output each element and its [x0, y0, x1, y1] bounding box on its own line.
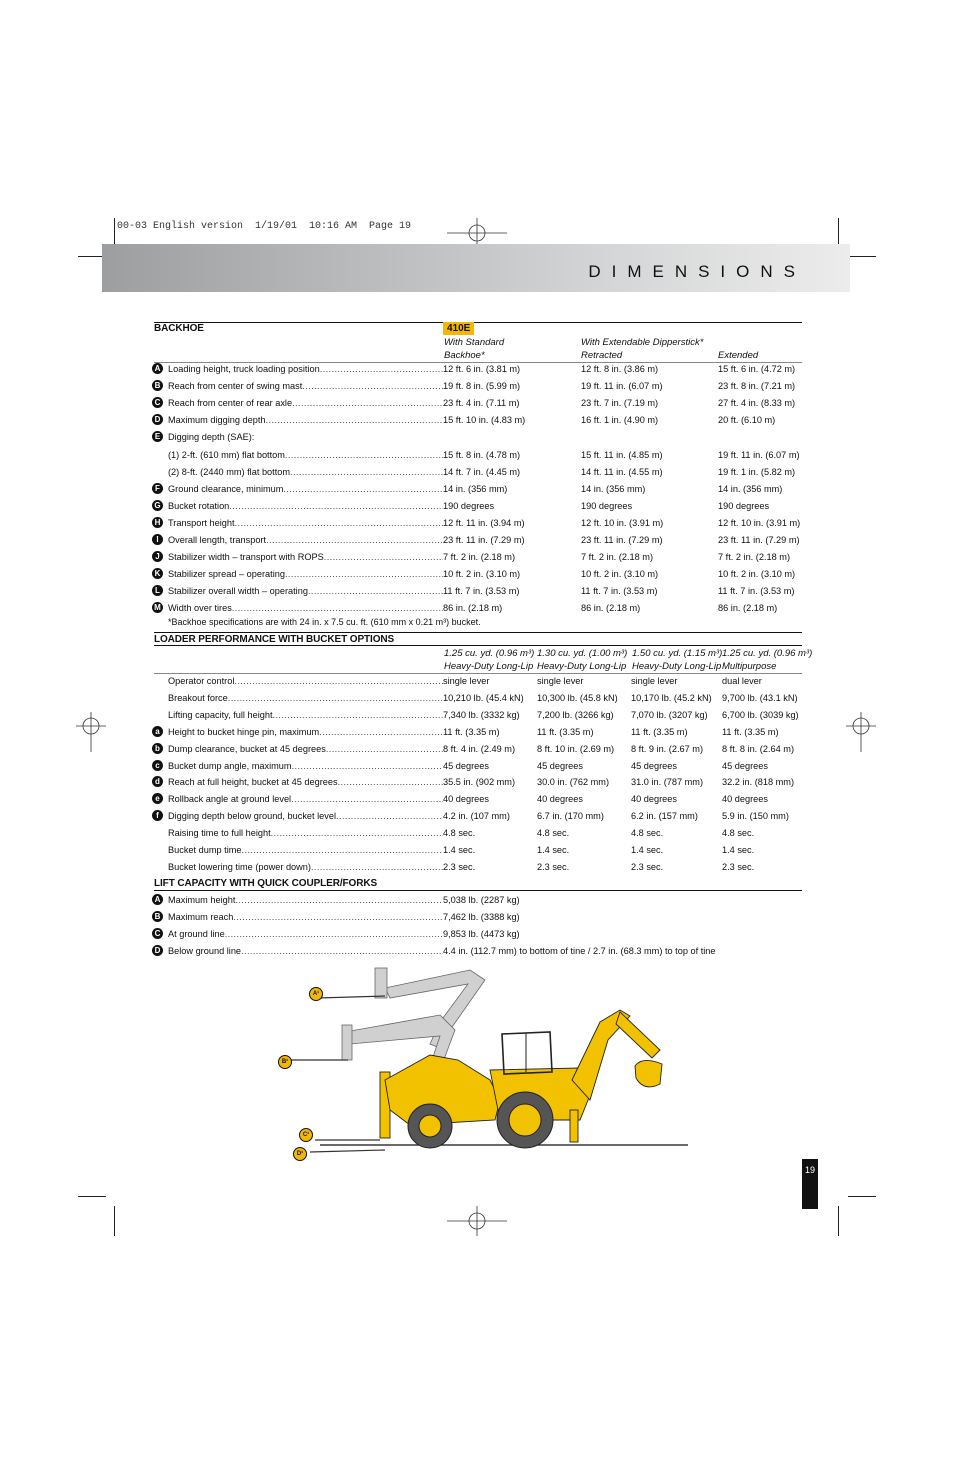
- leader-dots: [336, 811, 443, 821]
- leader-dots: [320, 364, 443, 374]
- table-row: [152, 860, 812, 874]
- loader-col-header: [632, 648, 722, 673]
- row-letter-badge: A: [152, 363, 163, 374]
- leader-dots: [234, 676, 443, 686]
- table-row: [152, 430, 812, 444]
- row-label: [168, 584, 443, 598]
- row-label: [168, 550, 443, 564]
- row-value: 32.2 in. (818 mm): [722, 777, 794, 788]
- header-line: With Standard: [444, 337, 505, 348]
- row-value: 2.3 sec.: [722, 861, 755, 872]
- table-row: [152, 742, 812, 756]
- backhoe-col2-header: [581, 337, 703, 362]
- leader-dots: [225, 929, 443, 939]
- crop-mark: [848, 256, 876, 257]
- row-letter-badge: J: [152, 551, 163, 562]
- header-line: 1.30 cu. yd. (1.00 m³): [537, 648, 628, 659]
- row-letter-badge: K: [152, 568, 163, 579]
- row-letter-badge: B: [152, 380, 163, 391]
- row-label-text: Width over tires: [168, 603, 232, 614]
- row-value: 7 ft. 2 in. (2.18 m): [718, 552, 790, 563]
- leader-dots: [292, 398, 443, 408]
- row-value: 190 degrees: [443, 500, 495, 511]
- row-label: [168, 910, 443, 924]
- backhoe-col1-header: [444, 337, 504, 362]
- table-row: [152, 792, 812, 806]
- row-value: 23 ft. 7 in. (7.19 m): [581, 398, 659, 409]
- loader-col-header: [722, 648, 812, 673]
- row-value: 8 ft. 10 in. (2.69 m): [537, 743, 615, 754]
- header-line: 1.25 cu. yd. (0.96 m³): [722, 648, 813, 659]
- row-value: 1.4 sec.: [443, 845, 476, 855]
- loader-col-header: [444, 648, 534, 673]
- registration-mark-icon: [76, 712, 106, 752]
- leader-dots: [311, 862, 443, 872]
- row-value: 7 ft. 2 in. (2.18 m): [443, 552, 515, 563]
- row-value: 23 ft. 8 in. (7.21 m): [718, 381, 796, 392]
- registration-mark-icon: [447, 1206, 507, 1236]
- header-line: Extended: [718, 350, 759, 361]
- row-label-text: Dump clearance, bucket at 45 degrees: [168, 743, 326, 754]
- row-value: 11 ft. 7 in. (3.53 m): [718, 586, 795, 597]
- row-letter-badge: C: [152, 928, 163, 939]
- loader-col-header: [537, 648, 627, 673]
- header-line: Heavy-Duty Long-Lip: [444, 661, 534, 672]
- table-row: [152, 567, 812, 581]
- row-label: [168, 567, 443, 581]
- row-label: [168, 674, 443, 688]
- row-label-text: Raising time to full height: [168, 828, 271, 839]
- row-value: 45 degrees: [722, 760, 768, 771]
- row-value: 11 ft. (3.35 m): [443, 726, 500, 737]
- section-divider: [154, 890, 802, 891]
- header-underline: [154, 645, 802, 646]
- row-value: 12 ft. 11 in. (3.94 m): [443, 517, 525, 528]
- row-label: [168, 843, 443, 857]
- row-value: 4.8 sec.: [631, 828, 664, 839]
- row-label: [168, 775, 443, 789]
- row-value: 6,700 lb. (3039 kg): [722, 709, 799, 720]
- leader-dots: [324, 552, 443, 562]
- table-row: [152, 775, 812, 789]
- row-label-text: Stabilizer width – transport with ROPS: [168, 552, 324, 563]
- row-value: dual lever: [722, 676, 762, 686]
- row-label: [168, 413, 443, 427]
- row-value: 15 ft. 11 in. (4.85 m): [581, 449, 663, 460]
- leader-dots: [242, 845, 443, 855]
- printer-slug: 00-03 English version 1/19/01 10:16 AM Page 19: [117, 221, 412, 232]
- row-label-text: Bucket dump angle, maximum: [168, 760, 292, 771]
- leader-dots: [338, 777, 443, 787]
- row-label: [168, 691, 443, 705]
- table-row: [152, 584, 812, 598]
- row-value: 12 ft. 6 in. (3.81 m): [443, 364, 521, 374]
- row-value: 2.3 sec.: [537, 861, 570, 872]
- row-label-text: Digging depth below ground, bucket level: [168, 811, 337, 822]
- row-label-text: Reach from center of rear axle: [168, 398, 293, 409]
- row-value: 12 ft. 8 in. (3.86 m): [581, 364, 659, 374]
- row-label-text: Bucket dump time: [168, 845, 242, 855]
- row-letter-badge: I: [152, 534, 163, 545]
- row-label-text: Stabilizer spread – operating: [168, 569, 285, 580]
- row-label-text: Overall length, transport: [168, 535, 267, 545]
- row-value: 9,853 lb. (4473 kg): [443, 929, 520, 939]
- row-label: [168, 725, 443, 739]
- row-letter-badge: d: [152, 776, 163, 787]
- row-value: 4.8 sec.: [443, 828, 476, 839]
- row-letter-badge: a: [152, 726, 163, 737]
- row-letter-badge: M: [152, 602, 163, 613]
- row-label-text: Maximum digging depth: [168, 415, 266, 426]
- row-value: single lever: [631, 676, 678, 686]
- row-value: 35.5 in. (902 mm): [443, 777, 515, 788]
- row-label-text: Stabilizer overall width – operating: [168, 586, 308, 597]
- leader-dots: [290, 467, 443, 477]
- crop-mark: [838, 1206, 839, 1236]
- table-row: [152, 809, 812, 823]
- row-value: 8 ft. 4 in. (2.49 m): [443, 743, 515, 754]
- rear-wheel: [497, 1092, 553, 1148]
- row-value: 190 degrees: [718, 500, 770, 511]
- table-row: [152, 465, 812, 479]
- leader-dots: [235, 895, 443, 905]
- row-value: 10 ft. 2 in. (3.10 m): [443, 569, 521, 580]
- row-label-text: Bucket rotation: [168, 500, 230, 511]
- row-value: 6.7 in. (170 mm): [537, 811, 604, 822]
- row-value: 40 degrees: [631, 794, 677, 805]
- row-label: [168, 742, 443, 756]
- row-label: [168, 809, 443, 823]
- table-row: [152, 944, 812, 958]
- row-label: [168, 362, 443, 376]
- table-row: [152, 448, 812, 462]
- row-label: [168, 465, 443, 479]
- section-divider: [154, 322, 802, 323]
- row-label: [168, 482, 443, 496]
- row-label: [168, 708, 443, 722]
- row-label: [168, 893, 443, 907]
- row-value: 23 ft. 4 in. (7.11 m): [443, 398, 520, 409]
- front-wheel: [408, 1104, 452, 1148]
- row-label-text: Bucket lowering time (power down): [168, 861, 311, 872]
- row-value: 19 ft. 11 in. (6.07 m): [718, 449, 800, 460]
- table-row: [152, 759, 812, 773]
- row-label: [168, 944, 443, 958]
- table-row: [152, 396, 812, 410]
- leader-dots: [235, 518, 443, 528]
- leader-dots: [302, 381, 443, 391]
- row-value: 11 ft. 7 in. (3.53 m): [581, 586, 658, 597]
- leader-dots: [241, 946, 443, 956]
- row-value: 2.3 sec.: [443, 861, 476, 872]
- leader-dots: [283, 484, 443, 494]
- table-row: [152, 601, 812, 615]
- header-line: Backhoe*: [444, 350, 485, 361]
- leader-dots: [285, 569, 443, 579]
- row-label-text: Operator control: [168, 676, 235, 686]
- table-row: [152, 413, 812, 427]
- row-value: 7,200 lb. (3266 kg): [537, 709, 614, 720]
- row-value: 12 ft. 10 in. (3.91 m): [718, 517, 801, 528]
- row-value: 10 ft. 2 in. (3.10 m): [581, 569, 659, 580]
- leader-dots: [232, 603, 443, 613]
- row-label: [168, 759, 443, 773]
- row-label: [168, 601, 443, 615]
- header-line: Heavy-Duty Long-Lip: [537, 661, 627, 672]
- row-label-text: At ground line: [168, 929, 225, 939]
- row-label: [168, 448, 443, 462]
- table-row: [152, 550, 812, 564]
- row-value: 4.4 in. (112.7 mm) to bottom of tine / 2.7 in. (68.3 mm) to top of tine: [443, 946, 716, 956]
- row-label-text: Rollback angle at ground level: [168, 794, 292, 805]
- row-value: 1.4 sec.: [631, 845, 664, 855]
- leader-dots: [233, 912, 443, 922]
- leader-dots: [285, 450, 443, 460]
- table-row: [152, 362, 812, 376]
- row-value: 19 ft. 1 in. (5.82 m): [718, 466, 796, 477]
- row-label: [168, 516, 443, 530]
- registration-mark-icon: [846, 712, 876, 752]
- diagram-marker: A¹: [309, 987, 323, 1001]
- lift-section-title: LIFT CAPACITY WITH QUICK COUPLER/FORKS: [154, 878, 378, 889]
- row-value: 40 degrees: [537, 794, 583, 805]
- row-value: 190 degrees: [581, 500, 633, 511]
- row-letter-badge: A: [152, 894, 163, 905]
- row-value: 7,070 lb. (3207 kg): [631, 709, 708, 720]
- row-letter-badge: G: [152, 500, 163, 511]
- row-value: 10,300 lb. (45.8 kN): [537, 692, 618, 703]
- table-row: [152, 674, 812, 688]
- row-value: 4.8 sec.: [537, 828, 570, 839]
- row-label: [168, 430, 443, 444]
- crop-mark: [114, 1206, 115, 1236]
- row-value: 8 ft. 8 in. (2.64 m): [722, 743, 794, 754]
- header-line: Retracted: [581, 350, 623, 361]
- row-value: 27 ft. 4 in. (8.33 m): [718, 398, 796, 409]
- table-row: [152, 843, 812, 857]
- header-line: 1.50 cu. yd. (1.15 m³): [632, 648, 723, 659]
- row-value: 45 degrees: [537, 760, 583, 771]
- row-letter-badge: b: [152, 743, 163, 754]
- loader-section-title: LOADER PERFORMANCE WITH BUCKET OPTIONS: [154, 634, 395, 645]
- table-row: [152, 482, 812, 496]
- row-value: single lever: [537, 676, 584, 686]
- row-value: 20 ft. (6.10 m): [718, 415, 776, 426]
- row-value: 11 ft. 7 in. (3.53 m): [443, 586, 520, 597]
- header-line: With Extendable Dipperstick*: [581, 337, 704, 348]
- row-value: 11 ft. (3.35 m): [631, 726, 688, 737]
- row-label: [168, 826, 443, 840]
- model-tag: 410E: [443, 322, 474, 335]
- row-value: 5.9 in. (150 mm): [722, 811, 789, 822]
- row-value: 86 in. (2.18 m): [581, 603, 641, 614]
- leader-dots: [229, 501, 443, 511]
- table-row: [152, 516, 812, 530]
- row-value: 10,210 lb. (45.4 kN): [443, 692, 524, 703]
- diagram-marker: D¹: [293, 1147, 307, 1161]
- row-letter-badge: D: [152, 945, 163, 956]
- table-row: [152, 379, 812, 393]
- row-value: 7,462 lb. (3388 kg): [443, 912, 520, 922]
- row-value: 6.2 in. (157 mm): [631, 811, 698, 822]
- row-value: 30.0 in. (762 mm): [537, 777, 609, 788]
- row-value: 19 ft. 11 in. (6.07 m): [581, 381, 663, 392]
- row-value: 8 ft. 9 in. (2.67 m): [631, 743, 703, 754]
- row-letter-badge: H: [152, 517, 163, 528]
- row-value: 14 in. (356 mm): [581, 483, 646, 494]
- row-label-text: Reach at full height, bucket at 45 degrees: [168, 777, 338, 788]
- table-row: [152, 927, 812, 941]
- row-value: 11 ft. (3.35 m): [722, 726, 779, 737]
- row-value: 40 degrees: [443, 794, 489, 805]
- leader-dots: [291, 794, 443, 804]
- row-label: [168, 379, 443, 393]
- row-value: 12 ft. 10 in. (3.91 m): [581, 517, 664, 528]
- row-value: 11 ft. (3.35 m): [537, 726, 594, 737]
- row-label: [168, 860, 443, 874]
- row-value: single lever: [443, 676, 490, 686]
- row-letter-badge: f: [152, 810, 163, 821]
- row-value: 14 ft. 7 in. (4.45 m): [443, 466, 521, 477]
- page-number: 19: [802, 1159, 818, 1209]
- row-label-text: Ground clearance, minimum: [168, 483, 284, 494]
- table-row: [152, 826, 812, 840]
- row-letter-badge: c: [152, 760, 163, 771]
- backhoe-col3-header: [718, 350, 758, 362]
- row-value: 86 in. (2.18 m): [718, 603, 778, 614]
- row-label-text: Height to bucket hinge pin, maximum: [168, 726, 320, 737]
- table-row: [152, 910, 812, 924]
- row-value: 16 ft. 1 in. (4.90 m): [581, 415, 659, 426]
- row-label: [168, 396, 443, 410]
- row-value: 15 ft. 8 in. (4.78 m): [443, 449, 521, 460]
- backhoe-loader-diagram: [290, 960, 700, 1165]
- row-letter-badge: E: [152, 431, 163, 442]
- backhoe-section-title: BACKHOE: [154, 323, 204, 334]
- row-value: 15 ft. 10 in. (4.83 m): [443, 415, 526, 426]
- leader-dots: [308, 586, 443, 596]
- row-value: 1.4 sec.: [722, 845, 755, 855]
- row-value: 40 degrees: [722, 794, 768, 805]
- row-value: 2.3 sec.: [631, 861, 664, 872]
- row-value: 15 ft. 6 in. (4.72 m): [718, 364, 796, 374]
- row-value: 10,170 lb. (45.2 kN): [631, 692, 712, 703]
- row-value: 14 ft. 11 in. (4.55 m): [581, 466, 663, 477]
- header-line: Heavy-Duty Long-Lip: [632, 661, 722, 672]
- row-value: 45 degrees: [443, 760, 489, 771]
- row-label-text: (2) 8-ft. (2440 mm) flat bottom: [168, 466, 291, 477]
- row-label: [168, 499, 443, 513]
- row-value: 4.8 sec.: [722, 828, 755, 839]
- row-label-text: Digging depth (SAE):: [168, 432, 255, 443]
- diagram-marker: B¹: [278, 1055, 292, 1069]
- table-row: [152, 708, 812, 722]
- row-value: 86 in. (2.18 m): [443, 603, 503, 614]
- crop-mark: [78, 1196, 106, 1197]
- row-letter-badge: L: [152, 585, 163, 596]
- row-label: [168, 792, 443, 806]
- row-value: 10 ft. 2 in. (3.10 m): [718, 569, 796, 580]
- row-label: [168, 533, 443, 547]
- row-value: 23 ft. 11 in. (7.29 m): [443, 535, 525, 545]
- leader-dots: [292, 761, 443, 771]
- leader-dots: [271, 828, 443, 838]
- row-value: 19 ft. 8 in. (5.99 m): [443, 381, 521, 392]
- row-letter-badge: e: [152, 793, 163, 804]
- leader-dots: [266, 535, 443, 545]
- crop-mark: [114, 218, 115, 246]
- row-label-text: Breakout force: [168, 692, 228, 703]
- table-row: [152, 499, 812, 513]
- crop-mark: [848, 1196, 876, 1197]
- row-label: [168, 927, 443, 941]
- row-value: 7 ft. 2 in. (2.18 m): [581, 552, 653, 563]
- table-row: [152, 533, 812, 547]
- leader-dots: [319, 727, 443, 737]
- row-label-text: Reach from center of swing mast: [168, 381, 303, 392]
- row-label-text: (1) 2-ft. (610 mm) flat bottom: [168, 449, 285, 460]
- row-label-text: Maximum height: [168, 895, 236, 905]
- table-row: [152, 691, 812, 705]
- leader-dots: [228, 693, 443, 703]
- table-row: [152, 893, 812, 907]
- row-label-text: Maximum reach: [168, 912, 234, 922]
- row-value: 7,340 lb. (3332 kg): [443, 709, 520, 720]
- backhoe-footnote: *Backhoe specifications are with 24 in. x 7.5 cu. ft. (610 mm x 0.21 m³) bucket.: [168, 617, 481, 627]
- row-value: 9,700 lb. (43.1 kN): [722, 692, 798, 703]
- section-divider: [154, 632, 802, 633]
- row-value: 1.4 sec.: [537, 845, 570, 855]
- header-line: 1.25 cu. yd. (0.96 m³): [444, 648, 535, 659]
- row-value: 4.2 in. (107 mm): [443, 811, 510, 822]
- row-letter-badge: F: [152, 483, 163, 494]
- row-letter-badge: B: [152, 911, 163, 922]
- row-value: 45 degrees: [631, 760, 677, 771]
- header-line: Multipurpose: [722, 661, 777, 672]
- row-label-text: Loading height, truck loading position: [168, 364, 320, 374]
- row-label-text: Below ground line: [168, 946, 242, 956]
- row-label-text: Lifting capacity, full height: [168, 709, 273, 720]
- crop-mark: [838, 218, 839, 246]
- diagram-marker: C¹: [299, 1128, 313, 1142]
- row-label-text: Transport height: [168, 517, 235, 528]
- row-value: 23 ft. 11 in. (7.29 m): [581, 535, 663, 545]
- page-title: DIMENSIONS: [588, 262, 806, 281]
- leader-dots: [266, 415, 443, 425]
- row-value: 14 in. (356 mm): [718, 483, 783, 494]
- leader-dots: [326, 744, 443, 754]
- row-value: 14 in. (356 mm): [443, 483, 508, 494]
- row-value: 31.0 in. (787 mm): [631, 777, 703, 788]
- leader-dots: [273, 710, 443, 720]
- raised-arm-ghost: [342, 968, 485, 1070]
- row-letter-badge: C: [152, 397, 163, 408]
- row-value: 23 ft. 11 in. (7.29 m): [718, 535, 800, 545]
- row-value: 5,038 lb. (2287 kg): [443, 895, 520, 905]
- row-letter-badge: D: [152, 414, 163, 425]
- table-row: [152, 725, 812, 739]
